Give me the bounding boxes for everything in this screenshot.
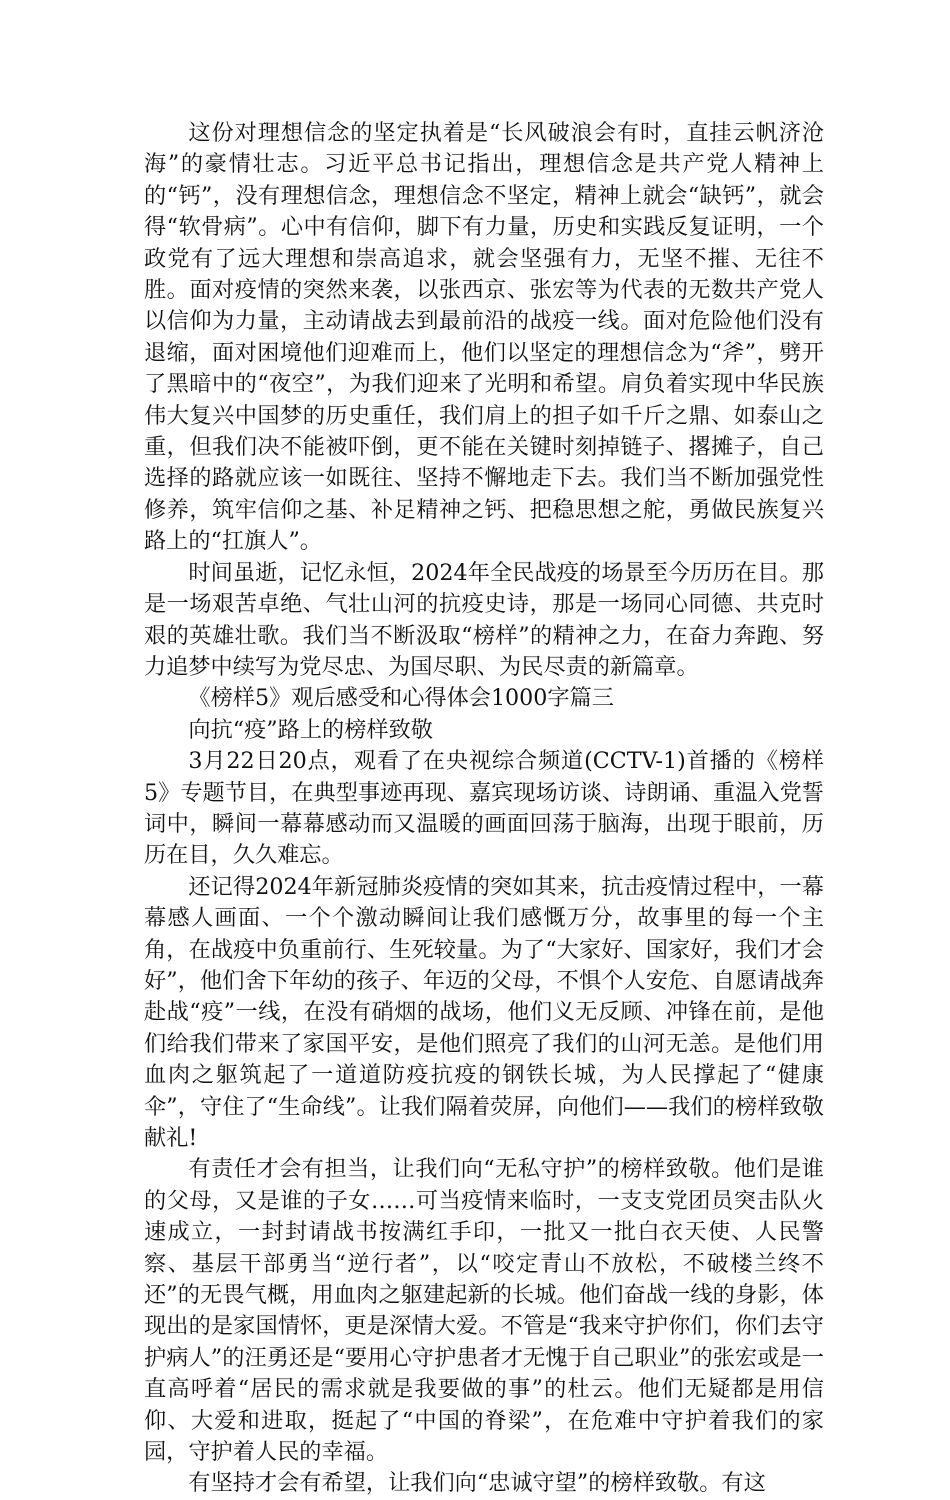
paragraph-faith: 这份对理想信念的坚定执着是“长风破浪会有时，直挂云帆济沧海”的豪情壮志。习近平总书记指出，理想信念是共产党人精神上的“钙”，没有理想信念，理想信念不坚定，精神上就会“缺钙”，就会得“软骨病”。心中有信仰，脚下有力量，历史和实践反复证明，一个政党有了远大理想和崇高追求，就会坚强有力，无坚不摧、无往不胜。面对疫情的突然来袭，以张西京、张宏等为代表的无数共产党人以信仰为力量，主动请战去到最前沿的战疫一线。面对危险他们没有退缩，面对困境他们迎难而上，他们以坚定的理想信念为“斧”，劈开了黑暗中的“夜空”，为我们迎来了光明和希望。肩负着实现中华民族伟大复兴中国梦的历史重任，我们肩上的担子如千斤之鼎、如泰山之重，但我们决不能被吓倒，更不能在关键时刻掉链子、撂摊子，自己选择的路就应该一如既往、坚持不懈地走下去。我们当不断加强党性修养，筑牢信仰之基、补足精神之钙、把稳思想之舵，勇做民族复兴路上的“扛旗人”。 — [144, 120, 824, 555]
paragraph-broadcast: 3月22日20点，观看了在央视综合频道(CCTV-1)首播的《榜样5》专题节目，在典型事迹再现、嘉宾现场访谈、诗朗诵、重温入党誓词中，瞬间一幕幕感动而又温暖的画面回荡于脑海，出现于眼前，历历在目，久久难忘。 — [144, 748, 824, 869]
document-page — [144, 118, 824, 1500]
section-title: 《榜样5》观后感受和心得体会1000字篇三 — [188, 685, 614, 712]
article-title: 向抗“疫”路上的榜样致敬 — [188, 716, 433, 743]
paragraph-epidemic: 还记得2024年新冠肺炎疫情的突如其来，抗击疫情过程中，一幕幕感人画面、一个个激动瞬间让我们感慨万分，故事里的每一个主角，在战疫中负重前行、生死较量。为了“大家好、国家好，我们才会好”，他们舍下年幼的孩子、年迈的父母，不惧个人安危、自愿请战奔赴战“疫”一线，在没有硝烟的战场，他们义无反顾、冲锋在前，是他们给我们带来了家国平安，是他们照亮了我们的山河无恙。是他们用血肉之躯筑起了一道道防疫抗疫的钢铁长城，为人民撑起了“健康伞”，守住了“生命线”。让我们隔着荧屏，向他们——我们的榜样致敬献礼! — [144, 873, 824, 1151]
paragraph-memory: 时间虽逝，记忆永恒，2024年全民战疫的场景至今历历在目。那是一场艰苦卓绝、气壮山河的抗疫史诗，那是一场同心同德、共克时艰的英雄壮歌。我们当不断汲取“榜样”的精神之力，在奋力奔跑、努力追梦中续写为党尽忠、为国尽职、为民尽责的新篇章。 — [144, 559, 824, 680]
paragraph-hope: 有坚持才会有希望，让我们向“忠诚守望”的榜样致敬。有这 — [188, 1470, 766, 1497]
paragraph-guardians: 有责任才会有担当，让我们向“无私守护”的榜样致敬。他们是谁的父母，又是谁的子女……可当疫情来临时，一支支党团员突击队火速成立，一封封请战书按满红手印，一批又一批白衣天使、人民警察、基层干部勇当“逆行者”，以“咬定青山不放松，不破楼兰终不还”的无畏气概，用血肉之躯建起新的长城。他们奋战一线的身影，体现出的是家国情怀，更是深情大爱。不管是“我来守护你们，你们去守护病人”的汪勇还是“要用心守护患者才无愧于自己职业”的张宏或是一直高呼着“居民的需求就是我要做的事”的杜云。他们无疑都是用信仰、大爱和进取，挺起了“中国的脊梁”，在危难中守护着我们的家园，守护着人民的幸福。 — [144, 1156, 824, 1466]
